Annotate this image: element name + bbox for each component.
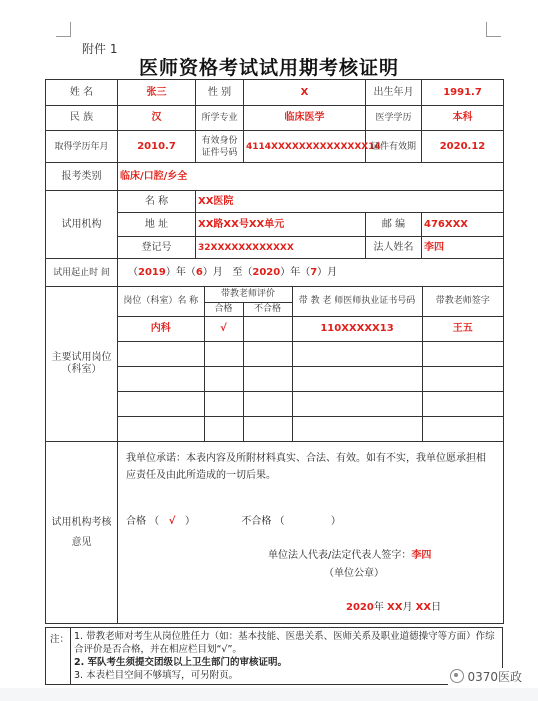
ethnic-label: 民 族 <box>46 106 118 131</box>
end-year: 2020 <box>252 266 281 278</box>
legal-person-value: 李四 <box>422 237 504 259</box>
col-fail-header: 不合格 <box>243 302 292 316</box>
sign-cell <box>422 391 503 416</box>
pass-cell <box>204 366 243 391</box>
signer-value: 李四 <box>411 550 432 561</box>
document-title: 医师资格考试试用期考核证明 <box>138 57 399 79</box>
row-graduation <box>46 131 504 163</box>
year-word-2: ）年（ <box>280 266 311 278</box>
table-row <box>118 316 503 341</box>
dept-cell <box>118 416 204 441</box>
postcode-label: 邮 编 <box>366 213 422 237</box>
year-word-1: ）年（ <box>165 266 196 278</box>
positions-section-label: 主要试用岗位（科室） <box>46 287 118 442</box>
row-opinion <box>46 442 504 624</box>
row-category <box>46 163 504 191</box>
birth-value: 1991.7 <box>422 80 504 106</box>
row-positions <box>46 287 504 442</box>
graduation-value: 2010.7 <box>118 131 196 163</box>
attachment-label: 附件 1 <box>82 42 118 56</box>
table-row <box>118 341 503 366</box>
certificate-form <box>45 79 504 624</box>
positions-grid-cell <box>118 287 504 442</box>
pass-cell <box>204 391 243 416</box>
date-month: XX <box>387 602 403 613</box>
notes-divider <box>70 628 71 684</box>
note-item-1: 1. 带教老师对考生从岗位胜任力（如：基本技能、医患关系、医师关系及职业道德操守等方面）作综合评价是否合格，并在相应栏目划“√”。 <box>74 631 495 655</box>
fail-cell <box>243 316 292 341</box>
date-line <box>126 602 495 614</box>
graduation-label: 取得学历年月 <box>46 131 118 163</box>
ethnic-value: 汉 <box>118 106 196 131</box>
pass-option-label: 合格 （ <box>126 516 160 527</box>
row-name <box>46 80 504 106</box>
trial-period-value <box>118 259 504 287</box>
date-year: 2020 <box>346 602 374 613</box>
postcode-value: 476XXX <box>422 213 504 237</box>
exam-category-value: 临床/口腔/乡全 <box>118 163 504 191</box>
row-ethnic <box>46 106 504 131</box>
end-month: 7 <box>310 266 318 278</box>
cert-cell <box>292 391 422 416</box>
fail-option-label: 不合格 （ <box>241 516 285 527</box>
address-value: XX路XX号XX单元 <box>196 213 366 237</box>
col-dept-header: 岗位（科室）名 称 <box>118 287 204 316</box>
watermark-text: 0370医政 <box>467 670 522 684</box>
bottom-bar <box>0 688 538 701</box>
col-sign-header: 带教老师签字 <box>422 287 503 316</box>
notes-label: 注： <box>50 634 70 645</box>
positions-table <box>118 287 503 441</box>
dept-cell <box>118 341 204 366</box>
page-corner-mark-right <box>486 22 501 37</box>
cert-cell <box>292 341 422 366</box>
note-item-2: 2. 军队考生须提交团级以上卫生部门的审核证明。 <box>74 657 288 668</box>
month-word-1: ）月 <box>202 266 223 278</box>
gender-label: 性 别 <box>196 80 244 106</box>
name-label: 姓 名 <box>46 80 118 106</box>
registration-label: 登记号 <box>118 237 196 259</box>
period-open: （ <box>128 266 138 278</box>
fail-cell <box>243 416 292 441</box>
id-number-value: 4114XXXXXXXXXXXXXX14 <box>244 131 366 163</box>
cert-cell <box>292 416 422 441</box>
start-month: 6 <box>195 266 203 278</box>
opinion-cell <box>118 442 504 624</box>
commitment-text: 我单位承诺：本表内容及所附材料真实、合法、有效。如有不实，我单位愿承担相应责任及由此所造成的一切后果。 <box>126 453 486 481</box>
row-institution-name <box>46 191 504 213</box>
sign-cell <box>422 416 503 441</box>
address-label: 地 址 <box>118 213 196 237</box>
gender-value: X <box>244 80 366 106</box>
sign-cell <box>422 366 503 391</box>
assessment-line <box>126 516 495 528</box>
pass-option-mark: √ <box>168 516 176 527</box>
name-value: 张三 <box>118 80 196 106</box>
fail-cell <box>243 366 292 391</box>
exam-category-label: 报考类别 <box>46 163 118 191</box>
month-word-2: ）月 <box>317 266 338 278</box>
table-row <box>118 416 503 441</box>
institution-section-label: 试用机构 <box>46 191 118 259</box>
period-to: 至（ <box>232 266 253 278</box>
table-row <box>118 366 503 391</box>
dept-cell <box>118 391 204 416</box>
cert-cell <box>292 366 422 391</box>
institution-name-value: XX医院 <box>196 191 504 213</box>
legal-person-label: 法人姓名 <box>366 237 422 259</box>
major-value: 临床医学 <box>244 106 366 131</box>
institution-name-label: 名 称 <box>118 191 196 213</box>
opinion-section-label: 试用机构考核意见 <box>46 442 118 624</box>
registration-value: 32XXXXXXXXXXXX <box>196 237 366 259</box>
fail-cell <box>243 391 292 416</box>
date-day-word: 日 <box>431 602 442 613</box>
page-corner-mark-left <box>56 22 71 37</box>
id-number-label: 有效身份证件号码 <box>196 131 244 163</box>
dept-cell <box>118 366 204 391</box>
col-eval-header: 带教老师评价 <box>204 287 292 302</box>
positions-header-row-1 <box>118 287 503 302</box>
dept-cell: 内科 <box>118 316 204 341</box>
date-month-word: 月 <box>402 602 413 613</box>
signer-label: 单位法人代表/法定代表人签字： <box>268 550 412 561</box>
col-cert-header: 带 教 老 师医师执业证书号码 <box>292 287 422 316</box>
fail-option-close: ） <box>330 516 341 527</box>
start-year: 2019 <box>138 266 166 278</box>
wechat-account-icon <box>450 669 464 683</box>
col-pass-header: 合格 <box>204 302 243 316</box>
cert-cell: 110XXXXX13 <box>292 316 422 341</box>
pass-cell: √ <box>204 316 243 341</box>
official-seal-label: （单位公章） <box>324 568 384 579</box>
note-item-3: 3. 本表栏目空间不够填写，可另附页。 <box>74 670 239 681</box>
signer-line <box>126 550 495 562</box>
date-day: XX <box>415 602 432 613</box>
id-validity-label: 证件有效期 <box>366 131 422 163</box>
trial-period-label: 试用起止时 间 <box>46 259 118 287</box>
pass-cell <box>204 416 243 441</box>
sign-cell <box>422 341 503 366</box>
row-trial-period <box>46 259 504 287</box>
watermark <box>448 668 524 685</box>
notes-items <box>74 630 496 682</box>
pass-option-close: ） <box>184 516 195 527</box>
id-validity-value: 2020.12 <box>422 131 504 163</box>
major-label: 所学专业 <box>196 106 244 131</box>
notes-section <box>45 627 503 685</box>
degree-value: 本科 <box>422 106 504 131</box>
opinion-content <box>126 450 495 614</box>
degree-label: 医学学历 <box>366 106 422 131</box>
table-row <box>118 391 503 416</box>
fail-cell <box>243 341 292 366</box>
date-year-word: 年 <box>373 602 384 613</box>
pass-cell <box>204 341 243 366</box>
birth-label: 出生年月 <box>366 80 422 106</box>
sign-cell: 王五 <box>422 316 503 341</box>
